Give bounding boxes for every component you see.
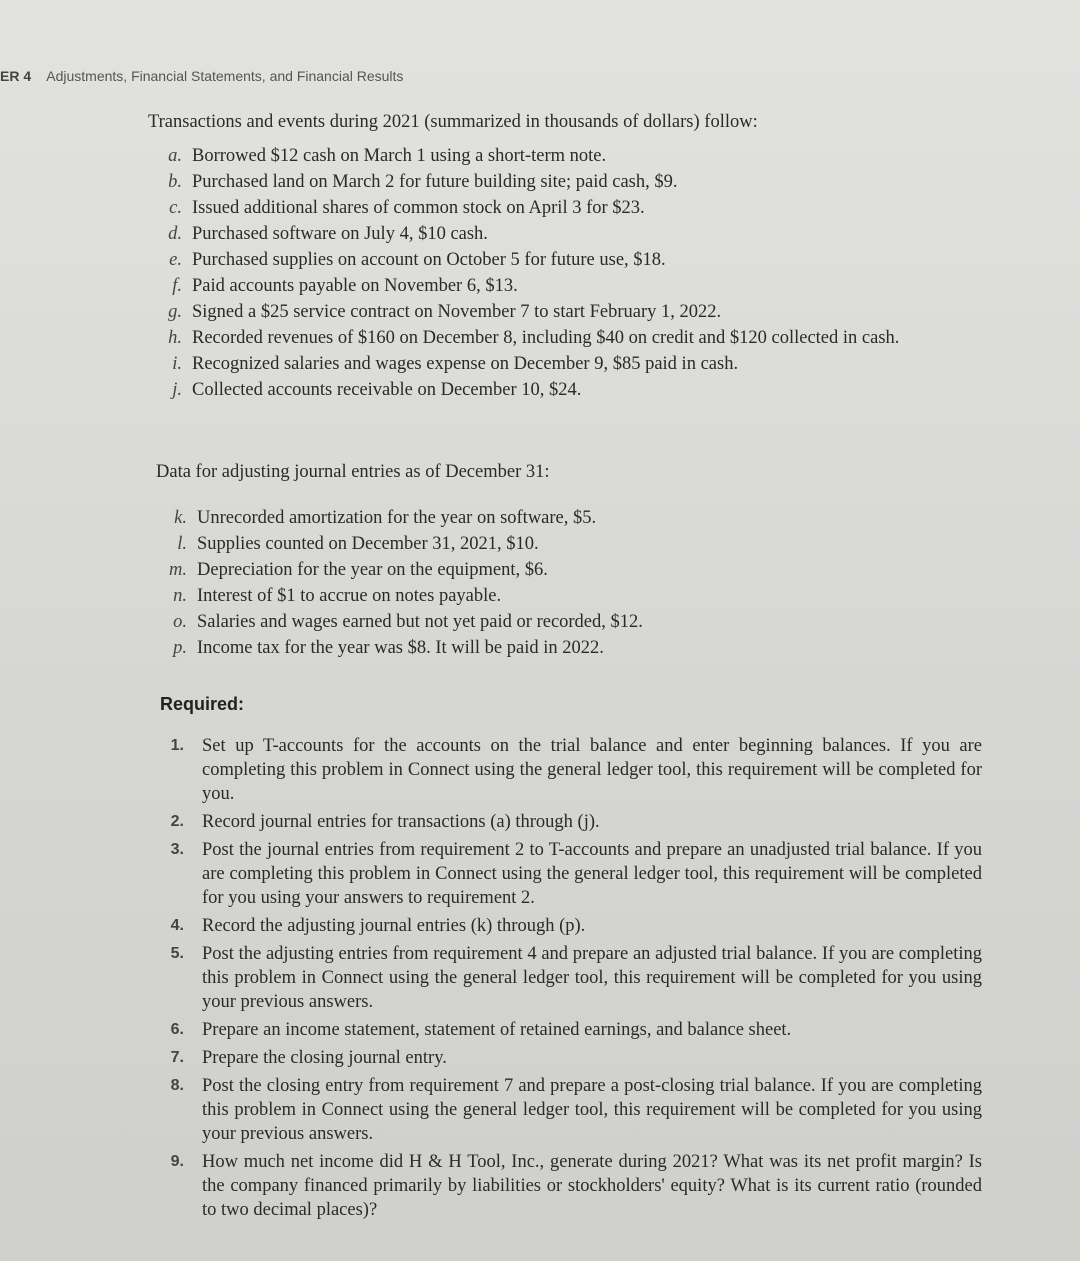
list-item bbox=[172, 351, 992, 377]
list-item bbox=[170, 1074, 982, 1146]
item-label: f. bbox=[172, 276, 182, 296]
item-text: Purchased software on July 4, $10 cash. bbox=[192, 224, 488, 244]
item-text: Signed a $25 service contract on November 7 to start February 1, 2022. bbox=[192, 302, 722, 322]
item-label: g. bbox=[168, 302, 182, 322]
list-item bbox=[173, 635, 977, 661]
item-label: 8. bbox=[170, 1077, 184, 1094]
item-text: Collected accounts receivable on December 10, $24. bbox=[192, 380, 582, 400]
list-item bbox=[172, 377, 992, 403]
item-text: Supplies counted on December 31, 2021, $10. bbox=[197, 534, 539, 554]
list-item bbox=[170, 1046, 982, 1070]
item-text: Record journal entries for transactions (a) through (j). bbox=[202, 812, 600, 832]
item-text: Prepare the closing journal entry. bbox=[202, 1048, 447, 1068]
item-label: j. bbox=[172, 380, 182, 400]
list-item bbox=[168, 169, 992, 195]
item-label: m. bbox=[169, 560, 187, 580]
item-text: Borrowed $12 cash on March 1 using a short-term note. bbox=[192, 146, 607, 166]
item-text: Unrecorded amortization for the year on software, $5. bbox=[197, 508, 597, 528]
list-item bbox=[173, 609, 977, 635]
item-label: i. bbox=[172, 354, 182, 374]
list-item bbox=[168, 299, 992, 325]
chapter-number: ER 4 bbox=[0, 68, 32, 84]
item-text: Prepare an income statement, statement of retained earnings, and balance sheet. bbox=[202, 1020, 792, 1040]
required-heading: Required: bbox=[160, 694, 245, 714]
list-item bbox=[169, 195, 992, 221]
item-text: Post the journal entries from requirement 2 to T-accounts and prepare an unadjusted trial balance. If you are completing this problem in Connect using the general ledger tool, this requirement will be completed for you using your answers to requirement 2. bbox=[202, 840, 982, 908]
list-item bbox=[173, 583, 977, 609]
list-item bbox=[174, 505, 977, 531]
item-label: d. bbox=[168, 224, 182, 244]
transactions-intro: Transactions and events during 2021 (summarized in thousands of dollars) follow: bbox=[148, 112, 758, 132]
item-text: Post the adjusting entries from requirement 4 and prepare an adjusted trial balance. If you are completing this problem in Connect using the general ledger tool, this requirement will be completed for you using your previous answers. bbox=[202, 944, 982, 1012]
list-item bbox=[170, 1018, 982, 1042]
item-text: Paid accounts payable on November 6, $13. bbox=[192, 276, 518, 296]
item-text: Set up T-accounts for the accounts on the trial balance and enter beginning balances. If you are completing this problem in Connect using the general ledger tool, this requirement will be completed for you. bbox=[202, 736, 982, 804]
list-item bbox=[170, 942, 982, 1014]
item-text: Salaries and wages earned but not yet paid or recorded, $12. bbox=[197, 612, 643, 632]
item-text: How much net income did H & H Tool, Inc., generate during 2021? What was its net profit margin? Is the company financed primarily by liabilities or stockholders' equity? What is its current ratio (rounded to two decimal places)? bbox=[202, 1152, 982, 1220]
item-label: n. bbox=[173, 586, 187, 606]
item-text: Income tax for the year was $8. It will be paid in 2022. bbox=[197, 638, 604, 658]
transactions-list bbox=[168, 143, 992, 403]
item-label: e. bbox=[169, 250, 182, 270]
requirements-list bbox=[170, 734, 982, 1226]
item-label: 3. bbox=[170, 841, 184, 858]
list-item bbox=[168, 325, 992, 351]
item-text: Recognized salaries and wages expense on December 9, $85 paid in cash. bbox=[192, 354, 739, 374]
item-label: o. bbox=[173, 612, 187, 632]
list-item bbox=[169, 247, 992, 273]
list-item bbox=[170, 914, 982, 938]
list-item bbox=[170, 734, 982, 806]
item-text: Record the adjusting journal entries (k) through (p). bbox=[202, 916, 586, 936]
chapter-header bbox=[0, 68, 403, 84]
item-text: Purchased supplies on account on October 5 for future use, $18. bbox=[192, 250, 666, 270]
list-item bbox=[169, 557, 977, 583]
item-text: Interest of $1 to accrue on notes payable. bbox=[197, 586, 502, 606]
item-label: b. bbox=[168, 172, 182, 192]
item-label: c. bbox=[169, 198, 182, 218]
list-item bbox=[168, 143, 992, 169]
list-item bbox=[172, 273, 992, 299]
item-label: 9. bbox=[170, 1153, 184, 1170]
list-item bbox=[177, 531, 977, 557]
item-label: l. bbox=[177, 534, 187, 554]
item-label: 7. bbox=[170, 1049, 184, 1066]
list-item bbox=[170, 1150, 982, 1222]
item-text: Recorded revenues of $160 on December 8, including $40 on credit and $120 collected in cash. bbox=[192, 328, 900, 348]
list-item bbox=[170, 838, 982, 910]
item-label: 5. bbox=[170, 945, 184, 962]
list-item bbox=[168, 221, 992, 247]
adjustments-list bbox=[169, 505, 977, 661]
item-text: Issued additional shares of common stock on April 3 for $23. bbox=[192, 198, 645, 218]
item-label: p. bbox=[173, 638, 187, 658]
chapter-title: Adjustments, Financial Statements, and Financial Results bbox=[46, 68, 404, 84]
item-text: Purchased land on March 2 for future building site; paid cash, $9. bbox=[192, 172, 678, 192]
item-label: 6. bbox=[170, 1021, 184, 1038]
item-label: 4. bbox=[170, 917, 184, 934]
list-item bbox=[170, 810, 982, 834]
item-text: Depreciation for the year on the equipment, $6. bbox=[197, 560, 548, 580]
item-label: 1. bbox=[170, 737, 184, 754]
item-label: h. bbox=[168, 328, 182, 348]
item-text: Post the closing entry from requirement 7 and prepare a post-closing trial balance. If you are completing this problem in Connect using the general ledger tool, this requirement will be completed for you using your previous answers. bbox=[202, 1076, 982, 1144]
item-label: 2. bbox=[170, 813, 184, 830]
adjusting-intro: Data for adjusting journal entries as of December 31: bbox=[156, 462, 550, 482]
item-label: k. bbox=[174, 508, 187, 528]
item-label: a. bbox=[168, 146, 182, 166]
